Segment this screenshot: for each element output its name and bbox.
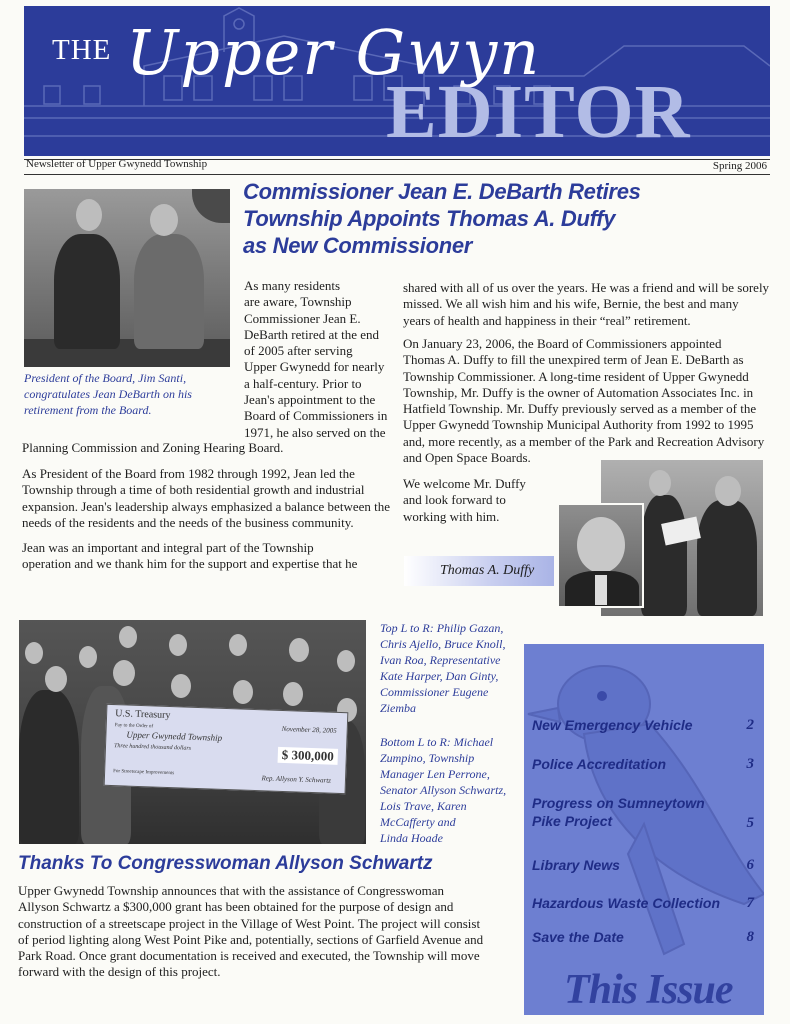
group-caption-top: Top L to R: Philip Gazan, Chris Ajello, Bruce Knoll, Ivan Roa, Representative Kate Harper, Dan Ginty, Commissioner Eugene Ziemba	[380, 621, 506, 715]
grant-body: Upper Gwynedd Township announces that with the assistance of Congresswoman Allyson Schwartz a $300,000 grant has been obtained for the purpose of design and construction of a streetscape project in the Village of West Point. The project will consist of period lighting along West Point Pike and, potentially, sections of Garfield Avenue and Park Road. Once grant documentation is received and executed, the Township will move forward with the design of this project.	[18, 883, 484, 980]
duffy-portrait	[557, 503, 644, 608]
group-caption-bottom: Bottom L to R: Michael Zumpino, Township Manager Len Perrone, Senator Allyson Schwartz, Lois Trave, Karen McCafferty and Linda Hoade	[380, 735, 507, 845]
lead-column-2-para2: On January 23, 2006, the Board of Commissioners appointed Thomas A. Duffy to fill the unexpired term of Jean E. DeBarth as Township Commissioner. A long-time resident of Upper Gwynedd Township, Mr. Duffy is the owner of Automation Associates Inc. in Hatfield Township. Mr. Duffy previously served as a member of the Upper Gwynedd Township Municipal Authority from 1992 to 1995 and, more recently, as a member of the Park and Recreation Advisory and Open Space Boards.	[403, 336, 765, 466]
lead-paragraph-3: Jean was an important and integral part of the Township operation and we thank him for the support and expertise that he	[22, 540, 358, 572]
grant-group-photo	[19, 620, 366, 844]
debarth-photo	[24, 189, 230, 367]
toc-item[interactable]: New Emergency Vehicle 2	[532, 717, 754, 733]
lead-column-1-cont: Planning Commission and Zoning Hearing Board.	[22, 440, 284, 455]
subtitle-rule	[24, 174, 770, 175]
newsletter-subtitle: Newsletter of Upper Gwynedd Township	[26, 158, 208, 170]
debarth-photo-caption: President of the Board, Jim Santi, congratulates Jean DeBarth on his retirement from the Board.	[24, 371, 192, 417]
lead-column-2-para1: shared with all of us over the years. He was a friend and will be sorely missed. We all wish him and his wife, Bernie, the best and many years of health and happiness in their “real” retirement.	[403, 280, 770, 328]
lead-headline: Commissioner Jean E. DeBarth Retires Township Appoints Thomas A. Duffy as New Commissioner	[243, 179, 641, 258]
this-issue-box	[524, 644, 764, 1015]
lead-column-1: As many residents are aware, Township Commissioner Jean E. DeBarth retired at the end of 2005 after serving Upper Gwynedd for nearly a half-century. Prior to Jean's appointment to the Board of Commissioners in 1971, he also served on the	[244, 278, 388, 440]
grant-check: U.S. Treasury November 28, 2005 Pay to the Order of Upper Gwynedd Township Three hundred thousand dollars $ 300,000 For Streetscape Improvements Rep. Allyson Y. Schwartz	[104, 704, 349, 794]
grant-headline: Thanks To Congresswoman Allyson Schwartz	[18, 853, 433, 874]
masthead-the: THE	[52, 34, 112, 66]
toc-item[interactable]: Hazardous Waste Collection 7	[532, 895, 754, 911]
toc-item[interactable]: Save the Date 8	[532, 929, 754, 945]
toc-item[interactable]: Progress on Sumneytown Pike Project 5	[532, 795, 754, 831]
duffy-caption: Thomas A. Duffy	[440, 563, 535, 578]
toc-item[interactable]: Police Accreditation 3	[532, 756, 754, 772]
toc-item[interactable]: Library News 6	[532, 857, 754, 873]
issue-date: Spring 2006	[712, 160, 767, 172]
lead-column-2-para3: We welcome Mr. Duffy and look forward to working with him.	[403, 476, 526, 524]
masthead-banner	[24, 6, 770, 156]
masthead-editor: EDITOR	[386, 70, 691, 154]
this-issue-title: This Issue	[564, 967, 733, 1013]
lead-paragraph-2: As President of the Board from 1982 through 1992, Jean led the Township through a time of both residential growth and industrial expansion. Jean's leadership always emphasized a balance between the needs of the residents and the needs of the business community.	[22, 466, 390, 530]
masthead-title: Upper Gwyn	[126, 16, 542, 89]
